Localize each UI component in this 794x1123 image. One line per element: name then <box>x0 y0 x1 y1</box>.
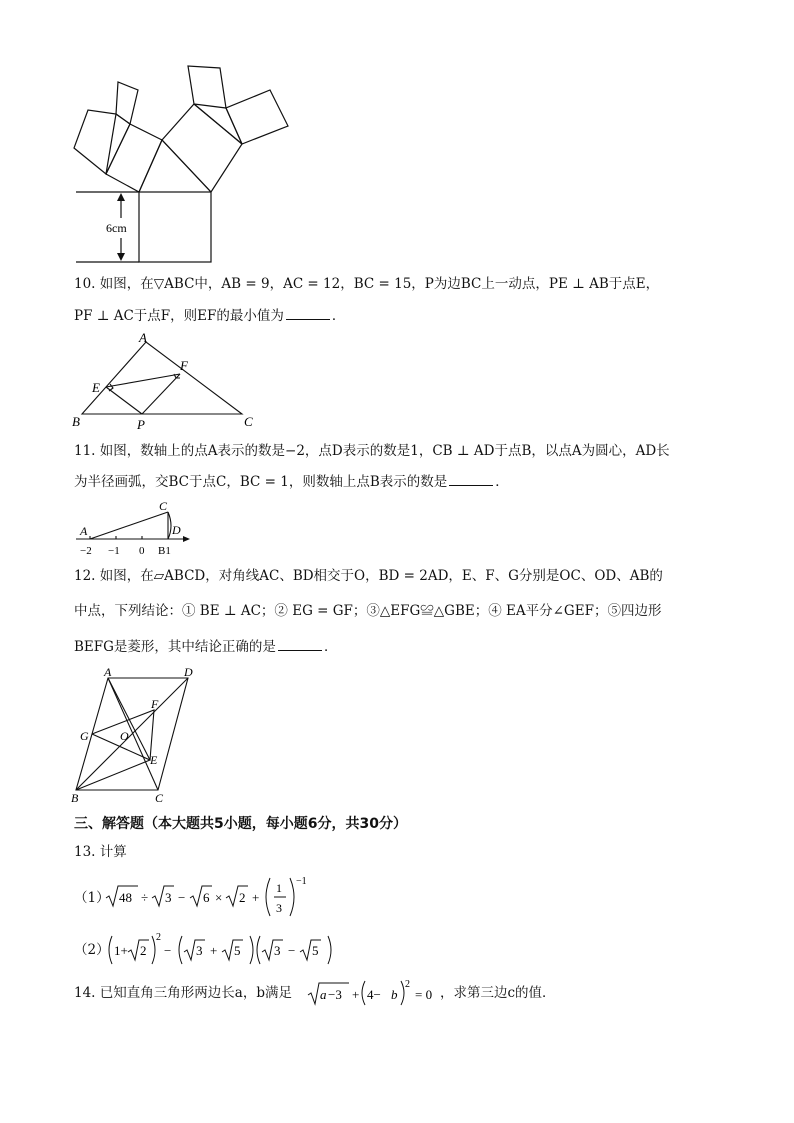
q13-part2-formula <box>104 930 364 970</box>
q13-part1-formula <box>104 872 354 922</box>
svg-text:48: 48 <box>119 890 132 905</box>
svg-text:a: a <box>320 987 327 1002</box>
q13-number: 13. <box>74 844 96 860</box>
q13-title: 计算 <box>99 844 127 860</box>
pythagoras-tree-figure <box>60 62 310 267</box>
q10-label-F: F <box>180 358 188 373</box>
q12-label-O: O <box>120 729 129 743</box>
left-small-square-a <box>74 110 116 174</box>
svg-text:3: 3 <box>274 943 281 958</box>
q10-text-2: PF ⊥ AC于点F，则EF的最小值为 <box>74 308 284 324</box>
q12-label-G: G <box>80 729 89 743</box>
left-square <box>106 124 162 192</box>
right-small-square-a <box>188 66 226 108</box>
q12-line3: BEFG是菱形，其中结论正确的是 ． <box>74 639 338 655</box>
left-small-triangle <box>106 114 130 174</box>
q14-line <box>74 978 594 1008</box>
svg-text:5: 5 <box>312 943 319 958</box>
q11-number: 11. <box>74 443 96 459</box>
q11-number-line-figure <box>70 498 200 558</box>
q11-text-2: 为半径画弧，交BC于点C，BC = 1，则数轴上点B表示的数是 <box>74 474 448 490</box>
q11-text-1: 如图，数轴上的点A表示的数是−2，点D表示的数是1，CB ⊥ AD于点B，以点A为圆心，AD长 <box>99 443 670 459</box>
right-small-square-b <box>226 90 288 144</box>
q10-line2: PF ⊥ AC于点F，则EF的最小值为 ． <box>74 308 346 324</box>
svg-text:−3: −3 <box>328 987 342 1002</box>
svg-text:+: + <box>210 943 218 958</box>
svg-text:−: − <box>164 943 172 958</box>
bottom-square <box>139 192 211 262</box>
q10-label-A: A <box>139 330 147 345</box>
svg-text:5: 5 <box>234 943 241 958</box>
q12-answer-blank <box>278 650 322 651</box>
svg-text:1+: 1+ <box>114 943 128 958</box>
svg-text:+: + <box>252 890 260 905</box>
q12-label-F: F <box>151 697 159 711</box>
q12-text-2: 中点，下列结论：① BE ⊥ AC；② EG = GF；③△EFG≌△GBE；④ EA平分∠GEF；⑤四边形 <box>74 603 662 619</box>
q11-label-C: C <box>159 499 168 513</box>
q13-title-line <box>74 842 127 862</box>
svg-text:1: 1 <box>276 881 282 895</box>
q12-text-1: 如图，在▱ABCD，对角线AC、BD相交于O，BD = 2AD，E、F、G分别是OC、OD、AB的 <box>99 568 663 584</box>
svg-text:6: 6 <box>203 890 210 905</box>
q14-text-post: ，求第三边c的值． <box>440 985 556 1001</box>
svg-text:4−: 4− <box>367 987 381 1002</box>
q11-tick-b1: B1 <box>158 545 171 557</box>
q12-label-A: A <box>104 665 112 679</box>
q10-label-P: P <box>137 417 145 432</box>
q10-triangle-figure <box>70 330 270 432</box>
q12-label-C: C <box>155 791 164 805</box>
q10-text-1: 如图，在▽ABC中，AB = 9，AC = 12，BC = 15，P为边BC上一动点，PE ⊥ AB于点E， <box>99 276 660 292</box>
q12-parallelogram-figure <box>66 664 206 806</box>
q11-tick-neg1: −1 <box>108 545 120 557</box>
svg-text:÷: ÷ <box>141 890 149 905</box>
q14-number: 14. <box>74 985 96 1001</box>
q11-answer-blank <box>449 485 493 486</box>
q11-line2: 为半径画弧，交BC于点C，BC = 1，则数轴上点B表示的数是 ． <box>74 474 509 490</box>
svg-text:−1: −1 <box>296 876 307 887</box>
measure-label: 6cm <box>106 221 127 235</box>
q10-label-B: B <box>72 414 80 429</box>
base-triangle <box>139 140 211 192</box>
svg-text:3: 3 <box>276 901 282 915</box>
q11-label-D: D <box>172 523 181 537</box>
q14-text-pre: 已知直角三角形两边长a，b满足 <box>99 985 292 1001</box>
q12-line1 <box>74 566 663 586</box>
right-small-triangle <box>194 104 242 144</box>
q10-number: 10. <box>74 276 96 292</box>
svg-text:−: − <box>288 943 296 958</box>
svg-text:2: 2 <box>405 979 410 990</box>
q10-label-C: C <box>244 414 253 429</box>
section-3-heading: 三、解答题（本大题共5小题，每小题6分，共30分） <box>74 816 407 832</box>
q12-line2 <box>74 601 661 621</box>
q13-part1-label: （1） <box>74 890 110 906</box>
svg-text:3: 3 <box>165 890 172 905</box>
q11-tick-0: 0 <box>139 545 145 557</box>
q12-text-3: BEFG是菱形，其中结论正确的是 <box>74 639 276 655</box>
q11-line1 <box>74 441 670 461</box>
q13-part2-label: （2） <box>74 942 110 958</box>
q12-label-D: D <box>184 665 193 679</box>
q12-number: 12. <box>74 568 96 584</box>
svg-text:×: × <box>215 890 223 905</box>
left-small-square-b <box>116 82 138 124</box>
svg-text:2: 2 <box>140 943 147 958</box>
q11-label-A: A <box>80 524 88 538</box>
q10-answer-blank <box>286 319 330 320</box>
q11-tick-neg2: −2 <box>80 545 92 557</box>
svg-text:2: 2 <box>156 932 161 943</box>
svg-text:2: 2 <box>239 890 246 905</box>
q10-label-E: E <box>92 380 100 395</box>
svg-text:= 0: = 0 <box>415 987 433 1002</box>
svg-text:3: 3 <box>196 943 203 958</box>
svg-text:b: b <box>391 987 398 1002</box>
svg-text:−: − <box>178 890 186 905</box>
q12-label-B: B <box>71 791 79 805</box>
q12-label-E: E <box>150 753 158 767</box>
svg-text:+: + <box>352 987 360 1002</box>
q10-line1 <box>74 274 659 294</box>
